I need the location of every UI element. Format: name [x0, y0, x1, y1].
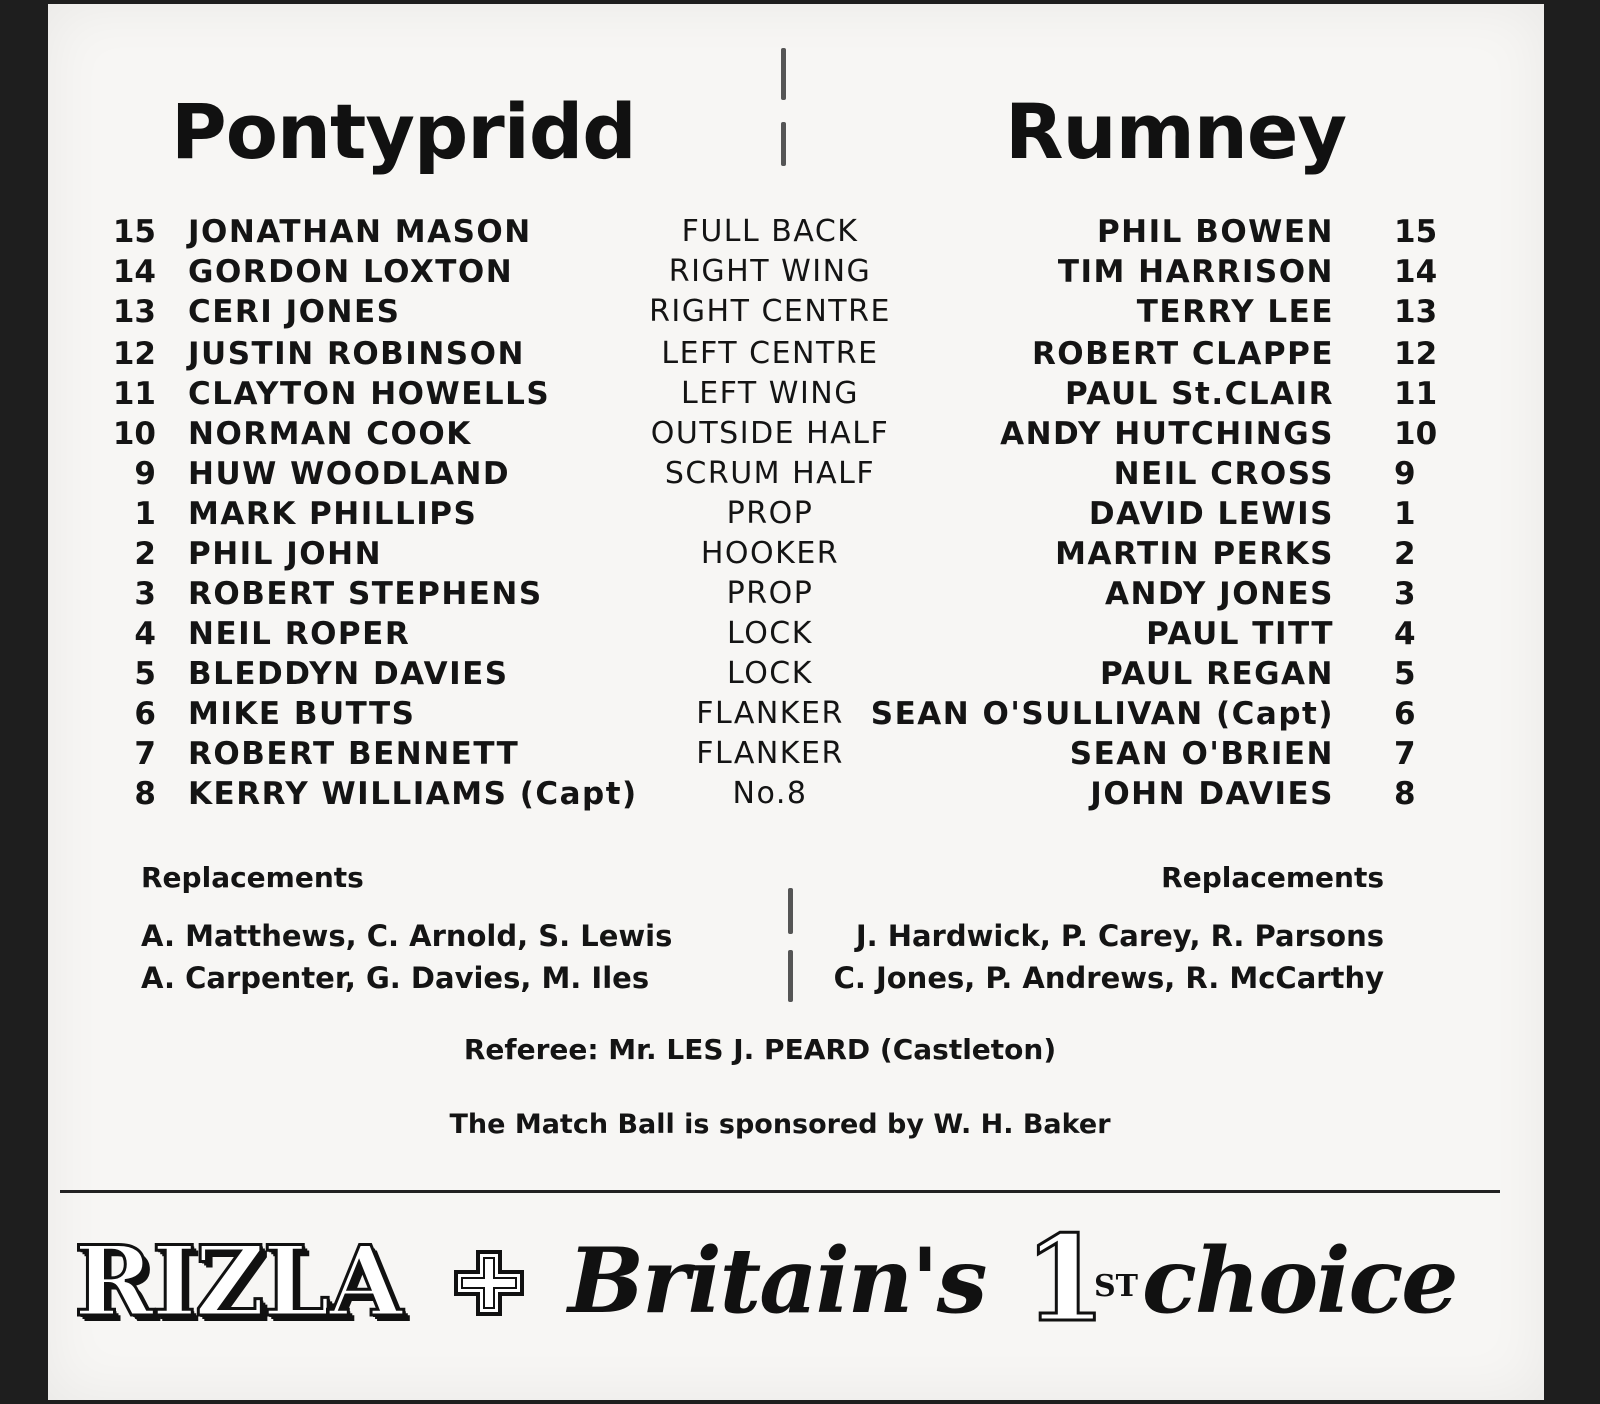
home-player-name: KERRY WILLIAMS (Capt) [188, 776, 638, 812]
away-player-name: TIM HARRISON [1057, 254, 1334, 290]
advert-ordinal-number: 1 [1024, 1209, 1107, 1348]
lineup-row [0, 212, 1600, 252]
home-replacements-heading: Replacements [141, 861, 364, 894]
home-player-name: NORMAN COOK [188, 416, 472, 452]
away-player-name: SEAN O'BRIEN [1069, 736, 1334, 772]
away-player-name: JOHN DAVIES [1090, 776, 1334, 812]
away-player-name: DAVID LEWIS [1088, 496, 1334, 532]
away-player-number: 6 [1394, 696, 1416, 732]
away-player-number: 13 [1394, 294, 1438, 330]
away-player-name: TERRY LEE [1136, 294, 1334, 330]
home-player-number: 6 [134, 696, 156, 732]
away-player-number: 12 [1394, 336, 1438, 372]
lineup-row [0, 614, 1600, 654]
home-player-number: 13 [112, 294, 156, 330]
away-player-number: 15 [1394, 214, 1438, 250]
advert-ordinal-suffix: ST [1094, 1269, 1138, 1304]
position-label: PROP [726, 576, 814, 611]
away-player-number: 5 [1394, 656, 1416, 692]
advert-banner [60, 1209, 1540, 1348]
home-player-name: MIKE BUTTS [188, 696, 416, 732]
position-label: RIGHT CENTRE [649, 294, 891, 329]
away-player-name: PAUL REGAN [1099, 656, 1334, 692]
position-label: LOCK [727, 656, 813, 691]
home-player-name: JUSTIN ROBINSON [188, 336, 525, 372]
away-player-number: 10 [1394, 416, 1438, 452]
advert-brand-logo: RIZLA [74, 1225, 401, 1338]
home-player-name: ROBERT STEPHENS [188, 576, 543, 612]
home-player-number: 7 [134, 736, 156, 772]
home-player-name: MARK PHILLIPS [188, 496, 478, 532]
away-player-name: ROBERT CLAPPE [1031, 336, 1334, 372]
lineup-row [0, 334, 1600, 374]
sponsor-line: The Match Ball is sponsored by W. H. Baker [449, 1109, 1111, 1140]
lineup-row [0, 292, 1600, 332]
staple-top [781, 48, 786, 100]
away-player-number: 7 [1394, 736, 1416, 772]
home-player-number: 5 [134, 656, 156, 692]
lineup-row [0, 694, 1600, 734]
away-player-name: NEIL CROSS [1113, 456, 1334, 492]
home-player-number: 8 [134, 776, 156, 812]
home-player-name: HUW WOODLAND [188, 456, 511, 492]
home-player-number: 1 [134, 496, 156, 532]
position-label: LOCK [727, 616, 813, 651]
away-player-number: 9 [1394, 456, 1416, 492]
lineup-row [0, 654, 1600, 694]
home-player-number: 9 [134, 456, 156, 492]
position-label: FLANKER [696, 736, 844, 771]
away-player-name: MARTIN PERKS [1055, 536, 1334, 572]
staple-bottom [788, 888, 793, 934]
staple-top-2 [781, 122, 786, 166]
position-label: FULL BACK [681, 214, 859, 249]
home-player-name: PHIL JOHN [188, 536, 383, 572]
home-player-number: 2 [134, 536, 156, 572]
away-player-name: PAUL TITT [1146, 616, 1334, 652]
away-player-name: PAUL St.CLAIR [1065, 376, 1334, 412]
lineup-row [0, 374, 1600, 414]
away-player-number: 11 [1394, 376, 1438, 412]
home-team-title: Pontypridd [171, 87, 636, 176]
home-player-name: JONATHAN MASON [188, 214, 532, 250]
home-player-number: 4 [134, 616, 156, 652]
away-player-name: PHIL BOWEN [1096, 214, 1334, 250]
staple-bottom-2 [788, 950, 793, 1002]
position-label: PROP [726, 496, 814, 531]
home-replacements-line-1: A. Matthews, C. Arnold, S. Lewis [141, 919, 673, 953]
home-player-number: 10 [112, 416, 156, 452]
home-player-number: 3 [134, 576, 156, 612]
lineup-row [0, 734, 1600, 774]
plus-icon [452, 1248, 526, 1318]
away-player-number: 4 [1394, 616, 1416, 652]
home-player-name: CERI JONES [188, 294, 401, 330]
away-player-number: 14 [1394, 254, 1438, 290]
position-label: HOOKER [700, 536, 840, 571]
position-label: No.8 [732, 776, 808, 811]
away-player-name: ANDY JONES [1105, 576, 1334, 612]
position-label: RIGHT WING [668, 254, 872, 289]
position-label: SCRUM HALF [664, 456, 876, 491]
away-player-number: 2 [1394, 536, 1416, 572]
position-label: LEFT CENTRE [661, 336, 879, 371]
lineup-row [0, 454, 1600, 494]
home-player-name: GORDON LOXTON [188, 254, 514, 290]
away-player-number: 1 [1394, 496, 1416, 532]
away-replacements-heading: Replacements [1161, 861, 1384, 894]
advert-slogan: Britain's [568, 1228, 986, 1334]
away-player-number: 8 [1394, 776, 1416, 812]
home-player-name: NEIL ROPER [188, 616, 411, 652]
position-label: FLANKER [696, 696, 844, 731]
lineup-row [0, 534, 1600, 574]
away-replacements-line-1: J. Hardwick, P. Carey, R. Parsons [855, 919, 1384, 953]
home-player-number: 12 [112, 336, 156, 372]
home-player-number: 15 [112, 214, 156, 250]
home-player-name: CLAYTON HOWELLS [188, 376, 551, 412]
lineup-row [0, 252, 1600, 292]
away-replacements-line-2: C. Jones, P. Andrews, R. McCarthy [833, 961, 1384, 995]
away-player-name: SEAN O'SULLIVAN (Capt) [870, 696, 1334, 732]
lineup-row [0, 774, 1600, 814]
divider-rule [60, 1190, 1500, 1193]
lineup-row [0, 494, 1600, 534]
home-player-name: ROBERT BENNETT [188, 736, 520, 772]
home-replacements-line-2: A. Carpenter, G. Davies, M. Iles [141, 961, 650, 995]
away-team-title: Rumney [1004, 87, 1346, 176]
referee-line: Referee: Mr. LES J. PEARD (Castleton) [463, 1033, 1057, 1066]
home-player-number: 11 [112, 376, 156, 412]
lineup-row [0, 414, 1600, 454]
away-player-name: ANDY HUTCHINGS [1000, 416, 1334, 452]
position-label: LEFT WING [681, 376, 859, 411]
away-player-number: 3 [1394, 576, 1416, 612]
home-player-name: BLEDDYN DAVIES [188, 656, 509, 692]
advert-slogan-end: choice [1142, 1228, 1457, 1334]
home-player-number: 14 [112, 254, 156, 290]
position-label: OUTSIDE HALF [650, 416, 890, 451]
lineup-row [0, 574, 1600, 614]
